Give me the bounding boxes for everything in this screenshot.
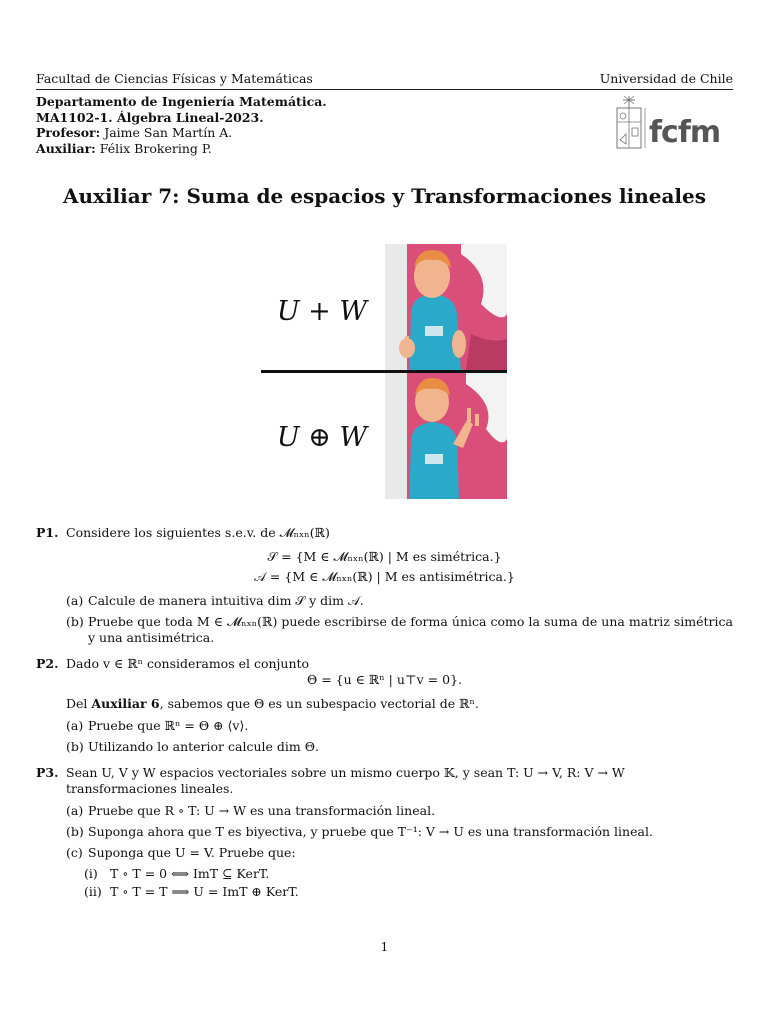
equation-theta: Θ = {u ∈ ℝⁿ | u⊤v = 0}. <box>307 672 462 687</box>
problem-1 <box>36 525 733 646</box>
set-definitions <box>36 547 733 587</box>
university-name: Universidad de Chile <box>599 71 733 86</box>
problem-intro: Considere los siguientes s.e.v. de 𝓜ₙₓₙ(ℝ) <box>66 525 330 540</box>
list-item: (b) Suponga ahora que T es biyectiva, y pruebe que T⁻¹: V → U es una transformación lineal. <box>66 824 653 839</box>
photo-thumbs-up <box>385 244 507 370</box>
logo-text: fcfm <box>649 115 721 150</box>
page-title: Auxiliar 7: Suma de espacios y Transformaciones lineales <box>62 184 707 208</box>
problem-label: P1. <box>36 525 59 540</box>
course-info <box>36 94 327 156</box>
problem-intro: Sean U, V y W espacios vectoriales sobre un mismo cuerpo 𝕂, y sean T: U → V, R: V → W transformaciones lineales. <box>66 765 625 796</box>
professor-label: Profesor: <box>36 125 101 140</box>
equation-symmetric: 𝒮 = {M ∈ 𝓜ₙₓₙ(ℝ) | M es simétrica.} <box>267 549 502 564</box>
sub-list-item: (ii) T ∘ T = T ⟹ U = ImT ⊕ KerT. <box>84 884 299 899</box>
list-item: (a) Pruebe que R ∘ T: U → W es una transformación lineal. <box>66 803 436 818</box>
photo-rock-sign <box>385 373 507 499</box>
department: Departamento de Ingeniería Matemática. <box>36 94 327 109</box>
problems <box>36 525 733 910</box>
page-number: 1 <box>380 940 389 954</box>
sub-list-item: (i) T ∘ T = 0 ⟺ ImT ⊆ KerT. <box>84 866 270 881</box>
problem-label: P2. <box>36 656 59 671</box>
document-page <box>36 0 733 1024</box>
list-item: (c) Suponga que U = V. Pruebe que: <box>66 845 296 860</box>
figure-bottom-label: U ⊕ W <box>276 422 368 453</box>
header-rule <box>36 89 733 90</box>
list-item: (a) Pruebe que ℝⁿ = Θ ⊕ ⟨v⟩. <box>66 718 249 733</box>
problem-label: P3. <box>36 765 59 780</box>
auxiliar-name: Félix Brokering P. <box>99 140 212 156</box>
course: MA1102-1. Álgebra Lineal-2023. <box>36 109 264 125</box>
faculty-name: Facultad de Ciencias Físicas y Matemáticas <box>36 71 313 86</box>
list-item: (b) Pruebe que toda M ∈ 𝓜ₙₓₙ(ℝ) puede escribirse de forma única como la suma de una matriz simétrica y una antisimétrica. <box>66 614 733 645</box>
problem-3 <box>36 765 733 900</box>
header-topline <box>36 71 733 86</box>
list-item: (b) Utilizando lo anterior calcule dim Θ. <box>66 739 319 754</box>
meme-figure <box>261 244 507 499</box>
problem-intro: Dado v ∈ ℝⁿ consideramos el conjunto <box>66 656 310 671</box>
auxiliar-label: Auxiliar: <box>36 140 96 156</box>
problem-note: Del Auxiliar 6, sabemos que Θ es un subespacio vectorial de ℝⁿ. <box>66 696 479 711</box>
set-theta-definition <box>36 670 733 690</box>
fcfm-logo <box>613 94 733 154</box>
figure-top-label: U + W <box>276 296 368 327</box>
problem-2 <box>36 656 733 755</box>
professor-name: Jaime San Martín A. <box>104 125 233 140</box>
list-item: (a) Calcule de manera intuitiva dim 𝒮 y dim 𝒜. <box>66 593 364 608</box>
equation-antisymmetric: 𝒜 = {M ∈ 𝓜ₙₓₙ(ℝ) | M es antisimétrica.} <box>254 569 515 584</box>
seal-icon <box>617 96 641 148</box>
